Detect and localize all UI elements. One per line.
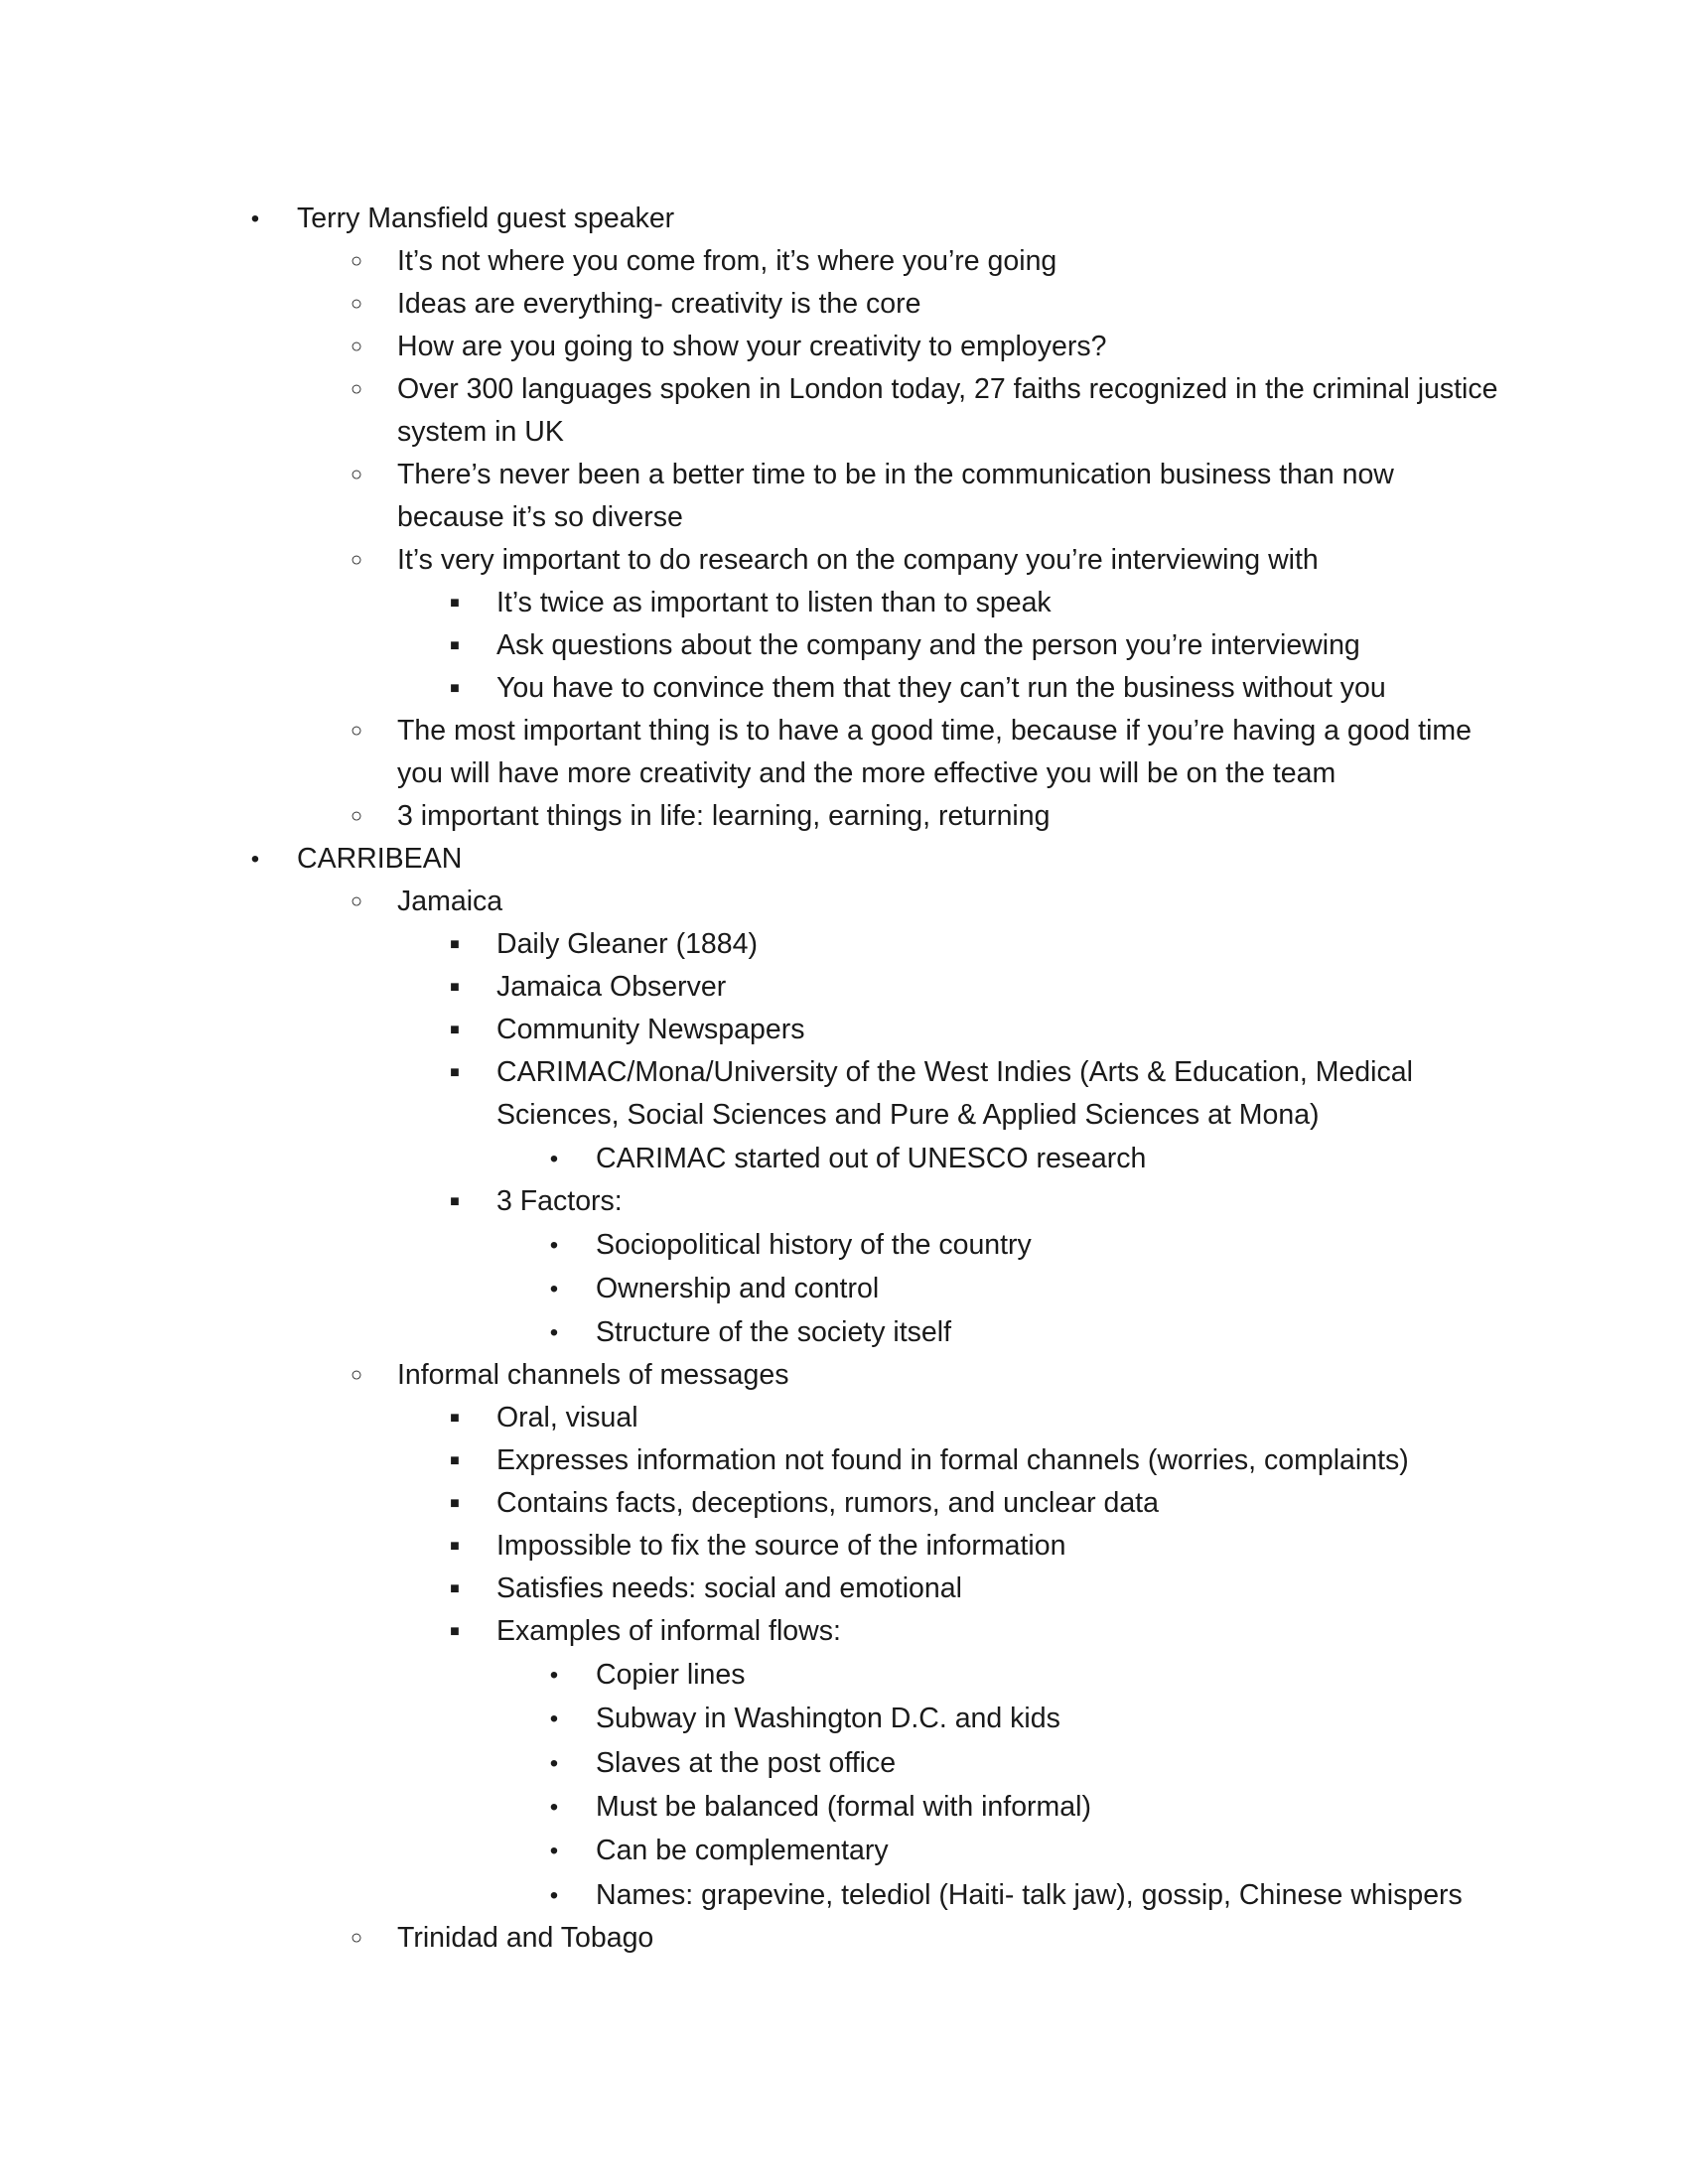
- list-item: [0, 240, 1688, 283]
- item-text: because it’s so diverse: [397, 501, 683, 533]
- square-bullet-icon: ■: [450, 595, 460, 612]
- circle-bullet-icon: ○: [350, 805, 363, 827]
- square-bullet-icon: ■: [450, 1452, 460, 1469]
- item-text: system in UK: [397, 416, 564, 448]
- list-item: [0, 539, 1688, 582]
- item-text: Jamaica Observer: [496, 971, 727, 1003]
- bullet-icon: •: [549, 1319, 559, 1346]
- item-text: CARIMAC started out of UNESCO research: [596, 1143, 1147, 1174]
- list-item-continuation: [0, 411, 1688, 454]
- item-text: How are you going to show your creativity to employers?: [397, 331, 1107, 362]
- list-item: [0, 1397, 1688, 1439]
- square-bullet-icon: ■: [450, 1623, 460, 1640]
- item-text: Ask questions about the company and the person you’re interviewing: [496, 629, 1360, 661]
- list-item: [0, 368, 1688, 411]
- list-item: [0, 1830, 1688, 1872]
- item-text: Slaves at the post office: [596, 1747, 897, 1779]
- bullet-icon: •: [549, 1794, 559, 1821]
- item-text: Oral, visual: [496, 1402, 638, 1433]
- item-text: There’s never been a better time to be in the communication business than now: [397, 459, 1394, 490]
- item-text: you will have more creativity and the more effective you will be on the team: [397, 757, 1336, 789]
- bullet-icon: •: [549, 1882, 559, 1909]
- list-item: [0, 1268, 1688, 1310]
- list-item: [0, 667, 1688, 710]
- list-item-continuation: [0, 496, 1688, 539]
- item-text: Sciences, Social Sciences and Pure & Applied Sciences at Mona): [496, 1099, 1320, 1131]
- item-text: CARIMAC/Mona/University of the West Indies (Arts & Education, Medical: [496, 1056, 1413, 1088]
- list-item: [0, 795, 1688, 838]
- list-item: [0, 966, 1688, 1009]
- item-text: Informal channels of messages: [397, 1359, 789, 1391]
- item-text: The most important thing is to have a good time, because if you’re having a good time: [397, 715, 1473, 747]
- item-text: Over 300 languages spoken in London today, 27 faiths recognized in the criminal justice: [397, 373, 1498, 405]
- square-bullet-icon: ■: [450, 1410, 460, 1427]
- item-text: You have to convince them that they can’t run the business without you: [496, 672, 1386, 704]
- list-item: [0, 1051, 1688, 1094]
- list-item: [0, 1138, 1688, 1180]
- circle-bullet-icon: ○: [350, 1927, 363, 1949]
- list-item-continuation: [0, 752, 1688, 795]
- item-text: It’s twice as important to listen than to speak: [496, 587, 1052, 618]
- list-item: [0, 1786, 1688, 1829]
- circle-bullet-icon: ○: [350, 250, 363, 272]
- circle-bullet-icon: ○: [350, 720, 363, 742]
- list-item: [0, 198, 1688, 240]
- bullet-icon: •: [250, 205, 260, 232]
- list-item: [0, 1917, 1688, 1960]
- circle-bullet-icon: ○: [350, 336, 363, 357]
- bullet-icon: •: [549, 1750, 559, 1777]
- bullet-icon: •: [549, 1706, 559, 1732]
- item-text: Contains facts, deceptions, rumors, and unclear data: [496, 1487, 1159, 1519]
- circle-bullet-icon: ○: [350, 464, 363, 485]
- circle-bullet-icon: ○: [350, 378, 363, 400]
- item-text: 3 Factors:: [496, 1185, 623, 1217]
- item-text: Impossible to fix the source of the information: [496, 1530, 1066, 1562]
- square-bullet-icon: ■: [450, 1193, 460, 1210]
- item-text: 3 important things in life: learning, earning, returning: [397, 800, 1051, 832]
- item-text: Can be complementary: [596, 1835, 889, 1866]
- item-text: Satisfies needs: social and emotional: [496, 1572, 962, 1604]
- item-text: It’s very important to do research on the company you’re interviewing with: [397, 544, 1319, 576]
- list-item: [0, 838, 1688, 881]
- square-bullet-icon: ■: [450, 680, 460, 697]
- item-text: It’s not where you come from, it’s where you’re going: [397, 245, 1057, 277]
- bullet-icon: •: [549, 1662, 559, 1689]
- list-item-continuation: [0, 1094, 1688, 1137]
- circle-bullet-icon: ○: [350, 549, 363, 571]
- square-bullet-icon: ■: [450, 979, 460, 996]
- item-text: CARRIBEAN: [297, 843, 463, 875]
- bullet-icon: •: [549, 1838, 559, 1864]
- item-text: Trinidad and Tobago: [397, 1922, 654, 1954]
- item-text: Jamaica: [397, 886, 503, 917]
- list-item: [0, 454, 1688, 496]
- list-item: [0, 1525, 1688, 1568]
- list-item: [0, 1311, 1688, 1354]
- item-text: Names: grapevine, telediol (Haiti- talk jaw), gossip, Chinese whispers: [596, 1879, 1463, 1911]
- list-item: [0, 624, 1688, 667]
- item-text: Terry Mansfield guest speaker: [297, 203, 675, 234]
- list-item: [0, 1009, 1688, 1051]
- list-item: [0, 1354, 1688, 1397]
- list-item: [0, 1439, 1688, 1482]
- list-item: [0, 1180, 1688, 1223]
- list-item: [0, 1568, 1688, 1610]
- bullet-icon: •: [549, 1232, 559, 1259]
- list-item: [0, 283, 1688, 326]
- item-text: Ideas are everything- creativity is the core: [397, 288, 921, 320]
- list-item: [0, 1874, 1688, 1917]
- list-item: [0, 710, 1688, 752]
- bullet-icon: •: [549, 1146, 559, 1172]
- list-item: [0, 1610, 1688, 1653]
- circle-bullet-icon: ○: [350, 890, 363, 912]
- item-text: Copier lines: [596, 1659, 746, 1691]
- item-text: Sociopolitical history of the country: [596, 1229, 1032, 1261]
- circle-bullet-icon: ○: [350, 293, 363, 315]
- item-text: Expresses information not found in formal channels (worries, complaints): [496, 1444, 1409, 1476]
- list-item: [0, 1698, 1688, 1740]
- bullet-icon: •: [549, 1276, 559, 1302]
- item-text: Examples of informal flows:: [496, 1615, 841, 1647]
- square-bullet-icon: ■: [450, 1064, 460, 1081]
- item-text: Structure of the society itself: [596, 1316, 951, 1348]
- list-item: [0, 1742, 1688, 1785]
- square-bullet-icon: ■: [450, 1538, 460, 1555]
- item-text: Daily Gleaner (1884): [496, 928, 758, 960]
- square-bullet-icon: ■: [450, 1022, 460, 1038]
- list-item: [0, 582, 1688, 624]
- square-bullet-icon: ■: [450, 1580, 460, 1597]
- list-item: [0, 1654, 1688, 1697]
- bullet-icon: •: [250, 846, 260, 873]
- item-text: Must be balanced (formal with informal): [596, 1791, 1091, 1823]
- square-bullet-icon: ■: [450, 637, 460, 654]
- item-text: Community Newspapers: [496, 1014, 805, 1045]
- circle-bullet-icon: ○: [350, 1364, 363, 1386]
- square-bullet-icon: ■: [450, 1495, 460, 1512]
- list-item: [0, 326, 1688, 368]
- square-bullet-icon: ■: [450, 936, 460, 953]
- list-item: [0, 881, 1688, 923]
- list-item: [0, 923, 1688, 966]
- item-text: Subway in Washington D.C. and kids: [596, 1703, 1060, 1734]
- list-item: [0, 1482, 1688, 1525]
- item-text: Ownership and control: [596, 1273, 880, 1304]
- list-item: [0, 1224, 1688, 1267]
